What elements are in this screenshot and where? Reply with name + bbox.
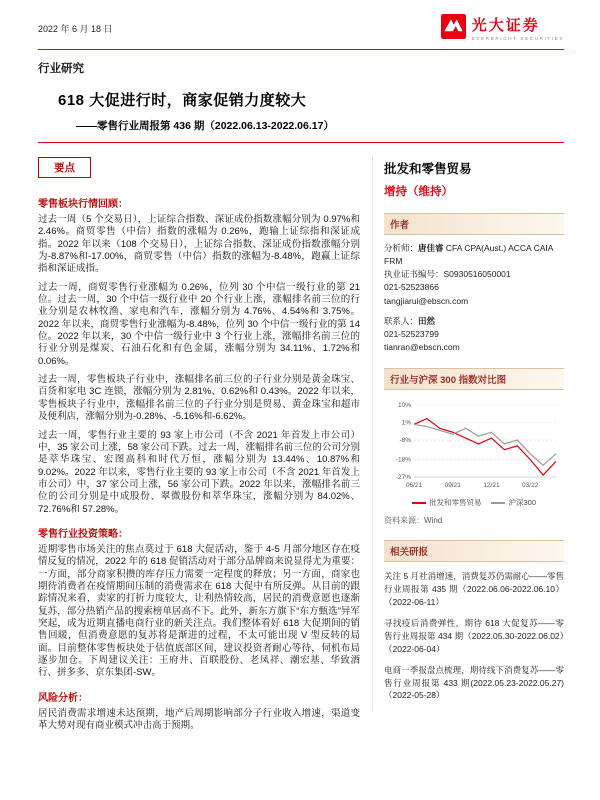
svg-text:09/21: 09/21 bbox=[444, 482, 461, 490]
related-report-link[interactable]: 电商一季报盘点梳理，期待线下消费复苏——零售行业周报第 433 期(2022.05.23-2022.05.27)（2022-05-28） bbox=[384, 664, 564, 701]
related-reports-list bbox=[384, 570, 564, 702]
chart-source: 资料来源：Wind bbox=[384, 516, 443, 526]
section-market-review bbox=[38, 195, 360, 516]
report-subtitle: ——零售行业周报第 436 期（2022.06.13-2022.06.17） bbox=[76, 120, 334, 132]
comparison-chart-svg bbox=[384, 399, 560, 491]
contact-email: tianran@ebscn.com bbox=[384, 342, 460, 353]
report-category: 行业研究 bbox=[38, 63, 84, 75]
svg-text:10%: 10% bbox=[397, 402, 411, 410]
section-heading: 风险分析： bbox=[38, 692, 88, 704]
rating-badge: 增持（维持） bbox=[384, 185, 453, 198]
svg-text:-8%: -8% bbox=[399, 437, 411, 445]
chart-section-header: 行业与沪深 300 指数对比图 bbox=[384, 368, 564, 390]
contact-phone: 021-52523799 bbox=[384, 328, 439, 339]
report-title: 618 大促进行时，商家促销力度较大 bbox=[58, 92, 307, 109]
report-date: 2022 年 6 月 18 日 bbox=[38, 24, 113, 34]
analyst-line: 分析师：唐佳睿 CFA CPA(Aust.) ACCA CAIA FRM bbox=[384, 242, 553, 267]
section-risk-analysis bbox=[38, 689, 360, 733]
report-header bbox=[38, 14, 564, 44]
svg-text:1%: 1% bbox=[401, 419, 411, 427]
related-report-link[interactable]: 关注 5 月社消增速，消费复苏仍需耐心——零售行业周报第 435 期（2022.06.06-2022.06.10）（2022-06-11） bbox=[384, 571, 564, 607]
series-2-label: 沪深300 bbox=[508, 498, 536, 508]
sidebar bbox=[372, 155, 564, 711]
title-rule bbox=[38, 142, 564, 143]
body-paragraph: 过去一周，零售板块子行业中，涨幅排名前三位的子行业分别是黄金珠宝、百货和家电 3C 连锁，涨幅分别为 2.81%、0.62%和 0.43%。2022 年以来，零售板块子行业中，涨幅排名前三位的子行业分别是贸易、黄金珠宝和超市及便利店，涨幅分别为-0.28%、-5.16%和-6.62%。 bbox=[38, 374, 360, 423]
section-heading: 零售行业投资策略： bbox=[38, 528, 128, 540]
svg-text:06/21: 06/21 bbox=[405, 482, 423, 490]
section-investment-strategy bbox=[38, 525, 360, 680]
brand-name: 光大证券 bbox=[471, 16, 540, 34]
series-1-swatch bbox=[412, 502, 426, 504]
body-paragraph: 过去一周，商贸零售行业涨幅为 0.26%，位列 30 个中信一级行业的第 21 位。过去一周，30 个中信一级行业中 20 个行业上涨，涨幅排名前三位的行业分别是农林牧渔、家电和汽车，涨幅分别为 4.76%、4.54%和 3.75%。2022 年以来，商贸零售行业涨幅为-8.48%，位列 30 个中信一级行业的第 14 位。2022 年以来，30 个中信一级行业中 3 个行业上涨，涨幅排名前三位的行业分别是煤炭、石油石化和有色金属，涨幅分别为 34.11%、1.72%和 0.06%。 bbox=[38, 281, 360, 367]
keypoints-badge: 要点 bbox=[38, 157, 91, 178]
brand-block bbox=[441, 14, 564, 44]
author-section-header: 作者 bbox=[384, 213, 564, 235]
analyst-name: 唐佳睿 bbox=[418, 242, 444, 253]
body-paragraph: 过去一周，零售行业主要的 93 家上市公司（不含 2021 年首发上市公司）中，35 家公司上涨，58 家公司下跌。过去一周，涨幅排名前三位的公司分别是萃华珠宝、宏图高科和时代万恒，涨幅分别为 13.44%、10.87%和 9.02%。2022 年以来，零售行业主要的 93 家上市公司（不含 2021 年首发上市公司）中，37 家公司上涨，56 家公司下跌。2022 年以来，涨幅排名前三位的公司分别是中成股份、翠微股份和萃华珠宝，涨幅分别为 84.02%、72.76%和 57.28%。 bbox=[38, 429, 360, 515]
svg-text:12/21: 12/21 bbox=[483, 482, 500, 490]
content-columns bbox=[38, 155, 564, 738]
svg-text:-27%: -27% bbox=[395, 474, 411, 482]
body-paragraph: 过去一周（5 个交易日），上证综合指数、深证成份指数涨幅分别为 0.97%和 2.46%。商贸零售（中信）指数的涨幅为 0.26%，跑输上证综指和深证成指。2022 年以来（108 个交易日），上证综合指数、深证成份指数涨幅分别为-8.87%和-17.00%，商贸零售（中信）指数的涨幅为-8.48%，跑赢上证综指和深证成指。 bbox=[38, 214, 360, 275]
contact-name: 田然 bbox=[418, 315, 436, 326]
header-rule bbox=[38, 49, 564, 50]
chart-legend bbox=[384, 497, 564, 508]
svg-text:-18%: -18% bbox=[395, 456, 411, 464]
section-heading: 零售板块行情回顾： bbox=[38, 199, 128, 210]
author-block bbox=[384, 242, 564, 354]
brand-subtitle: EVERBRIGHT SECURITIES bbox=[471, 35, 564, 41]
svg-text:03/22: 03/22 bbox=[522, 482, 539, 490]
analyst-license: 执业证书编号：S0930516050001 bbox=[384, 269, 511, 280]
contact-line: 联系人：田然 bbox=[384, 315, 436, 326]
series-1-label: 批发和零售贸易 bbox=[428, 498, 482, 508]
series-2-swatch bbox=[491, 502, 505, 504]
related-report-link[interactable]: 寻找疫后消费弹性，期待 618 大促复苏——零售行业周报第 434 期（2022.05.30-2022.06.02）（2022-06-04） bbox=[384, 618, 564, 654]
industry-name: 批发和零售贸易 bbox=[384, 162, 472, 176]
comparison-chart bbox=[384, 399, 564, 526]
main-content bbox=[38, 155, 360, 738]
body-paragraph: 近期零售市场关注的焦点莫过于 618 大促活动，鉴于 4-5 月部分地区存在疫情反复的情况，2022 年的 618 促销活动对于部分品牌商来说显得尤为重要：一方面，部分商家积攒的库存压力需要一定程度的释放；另一方面，商家也期待消费者在疫情期间压制的消费需求在 618 大促中有所反弹。从目前的跟踪情况来看，卖家的打折力度较大，让利热情较高，居民的消费意愿也逐渐复苏，部分热销产品的搜索榜单居高不下。此外，新东方旗下“东方甄选”异军突起，成为近期直播电商行业的新关注点。我们整体看好 618 大促期间的销售回暖，但消费意愿的复苏将是渐进的过程，不太可能出现 V 型反转的局面。目前整体零售板块处于估值底部区间，建议投资者耐心等待，伺机布局逐步加仓。下周建议关注：王府井、百联股份、老凤祥、潮宏基、华致酒行、拼多多、京东集团-SW。 bbox=[38, 543, 360, 679]
analyst-credentials: CFA CPA(Aust.) ACCA CAIA FRM bbox=[384, 242, 553, 267]
analyst-phone: 021-52523866 bbox=[384, 282, 439, 293]
analyst-email: tangjiarui@ebscn.com bbox=[384, 295, 469, 306]
everbright-logo-icon bbox=[441, 14, 466, 44]
related-reports-header: 相关研报 bbox=[384, 540, 564, 562]
body-paragraph: 居民消费需求增速未达预期，地产后周期影响部分子行业收入增速，渠道变革大势对现有商业模式冲击高于预期。 bbox=[38, 707, 360, 732]
